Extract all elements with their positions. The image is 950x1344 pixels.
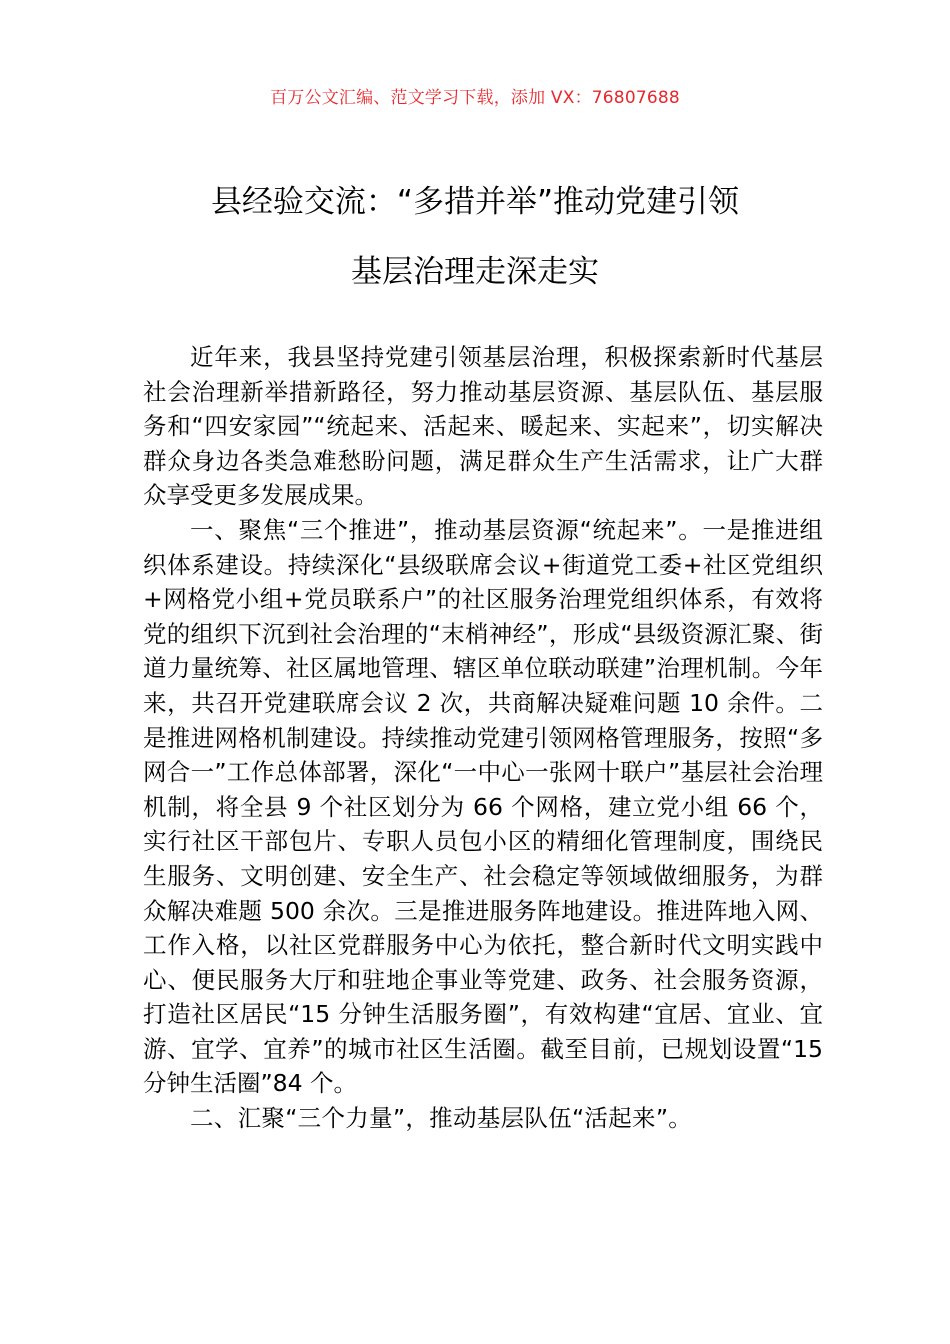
section-two-heading: 二、汇聚“三个力量”，推动基层队伍“活起来”。 — [190, 1104, 693, 1133]
document-title-line-1: 县经验交流：“多措并举”推动党建引领 — [210, 184, 740, 220]
watermark-banner: 百万公文汇编、范文学习下载，添加 VX：76807688 — [270, 88, 680, 108]
intro-paragraph: 近年来，我县坚持党建引领基层治理，积极探索新时代基层社会治理新举措新路径，努力推动基层资源、基层队伍、基层服务和“四安家园”“统起来、活起来、暖起来、实起来”，切实解决群众身边各类急难愁盼问题，满足群众生产生活需求，让广大群众享受更多发展成果。 — [143, 343, 823, 510]
section-one-paragraph: 一、聚焦“三个推进”，推动基层资源“统起来”。一是推进组织体系建设。持续深化“县级联席会议+街道党工委+社区党组织+网格党小组+党员联系户”的社区服务治理党组织体系，有效将党的组织下沉到社会治理的“末梢神经”，形成“县级资源汇聚、街道力量统筹、社区属地管理、辖区单位联动联建”治理机制。今年来，共召开党建联席会议 2 次，共商解决疑难问题 10 余件。二是推进网格机制建设。持续推动党建引领网格管理服务，按照“多网合一”工作总体部署，深化“一中心一张网十联户”基层社会治理机制，将全县 9 个社区划分为 66 个网格，建立党小组 66 个，实行社区干部包片、专职人员包小区的精细化管理制度，围绕民生服务、文明创建、安全生产、社会稳定等领域做细服务，为群众解决难题 500 余次。三是推进服务阵地建设。推进阵地入网、工作入格，以社区党群服务中心为依托，整合新时代文明实践中心、便民服务大厅和驻地企事业等党建、政务、社会服务资源，打造社区居民“15 分钟生活服务圈”，有效构建“宜居、宜业、宜游、宜学、宜养”的城市社区生活圈。截至目前，已规划设置“15 分钟生活圈”84 个。 — [143, 515, 823, 1098]
document-title-line-2: 基层治理走深走实 — [351, 254, 599, 290]
document-body — [143, 340, 823, 1136]
